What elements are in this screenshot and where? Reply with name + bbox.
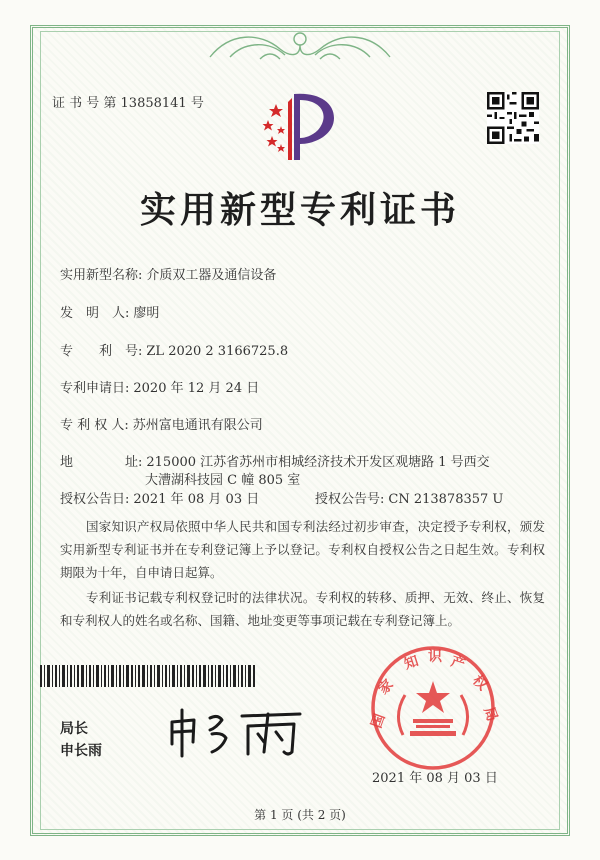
page-number: 第 1 页 (共 2 页) (254, 808, 346, 822)
grant-date-value: 2021 年 08 月 03 日 (133, 492, 260, 507)
svg-text:国: 国 (368, 711, 389, 731)
grant-number-value: CN 213878357 U (388, 492, 504, 507)
name-label: 实用新型名称: (60, 268, 143, 283)
seal-date: 2021 年 08 月 03 日 (372, 771, 498, 786)
patent-number-value: ZL 2020 2 3166725.8 (146, 344, 289, 359)
qr-code-icon (487, 92, 539, 144)
svg-text:知: 知 (402, 653, 421, 673)
filing-date-field (60, 377, 259, 396)
grant-number-field (315, 488, 503, 507)
inventor-value: 廖明 (133, 306, 160, 321)
address-field (60, 451, 490, 470)
address-label: 地 址: (60, 455, 143, 470)
page-title: 实用新型专利证书 (139, 189, 460, 231)
patent-number-field (60, 340, 288, 359)
patentee-field (60, 414, 263, 433)
grant-date-label: 授权公告日: (60, 492, 130, 507)
grant-date-field (60, 488, 259, 507)
filing-date-value: 2020 年 12 月 24 日 (133, 381, 260, 396)
border-ornament (200, 27, 400, 65)
address-line1: 215000 江苏省苏州市相城经济技术开发区观塘路 1 号西交 (146, 455, 490, 470)
address-line2: 大漕湖科技园 C 幢 805 室 (145, 473, 301, 488)
inventor-label: 发 明 人: (60, 306, 130, 321)
filing-date-label: 专利申请日: (60, 381, 130, 396)
handwritten-signature (160, 700, 310, 760)
patentee-label: 专 利 权 人: (60, 418, 129, 433)
director-title: 局长 (60, 721, 88, 737)
cnipa-logo-icon (250, 82, 340, 172)
name-value: 介质双工器及通信设备 (146, 268, 277, 283)
official-seal (358, 643, 508, 773)
inventor-field (60, 302, 159, 321)
body-paragraph-2: 专利证书记载专利权登记时的法律状况。专利权的转移、质押、无效、终止、恢复和专利权人的姓名或名称、国籍、地址变更等事项记载在专利登记簿上。 (60, 590, 545, 628)
svg-text:局: 局 (480, 704, 501, 724)
barcode-icon (40, 665, 255, 687)
director-name: 申长雨 (60, 743, 102, 759)
name-field (60, 264, 276, 283)
grant-number-label: 授权公告号: (315, 492, 385, 507)
svg-text:家: 家 (375, 676, 397, 698)
body-paragraph-1: 国家知识产权局依照中华人民共和国专利法经过初步审查，决定授予专利权，颁发实用新型专利证书并在专利登记簿上予以登记。专利权自授权公告之日起生效。专利权期限为十年，自申请日起算。 (60, 519, 545, 580)
patent-number-label: 专 利 号: (60, 344, 143, 359)
svg-text:识: 识 (428, 649, 442, 665)
patentee-value: 苏州富电通讯有限公司 (132, 418, 263, 433)
svg-text:权: 权 (469, 672, 491, 694)
svg-text:产: 产 (448, 653, 468, 674)
certificate-number: 证 书 号 第 13858141 号 (52, 96, 204, 111)
